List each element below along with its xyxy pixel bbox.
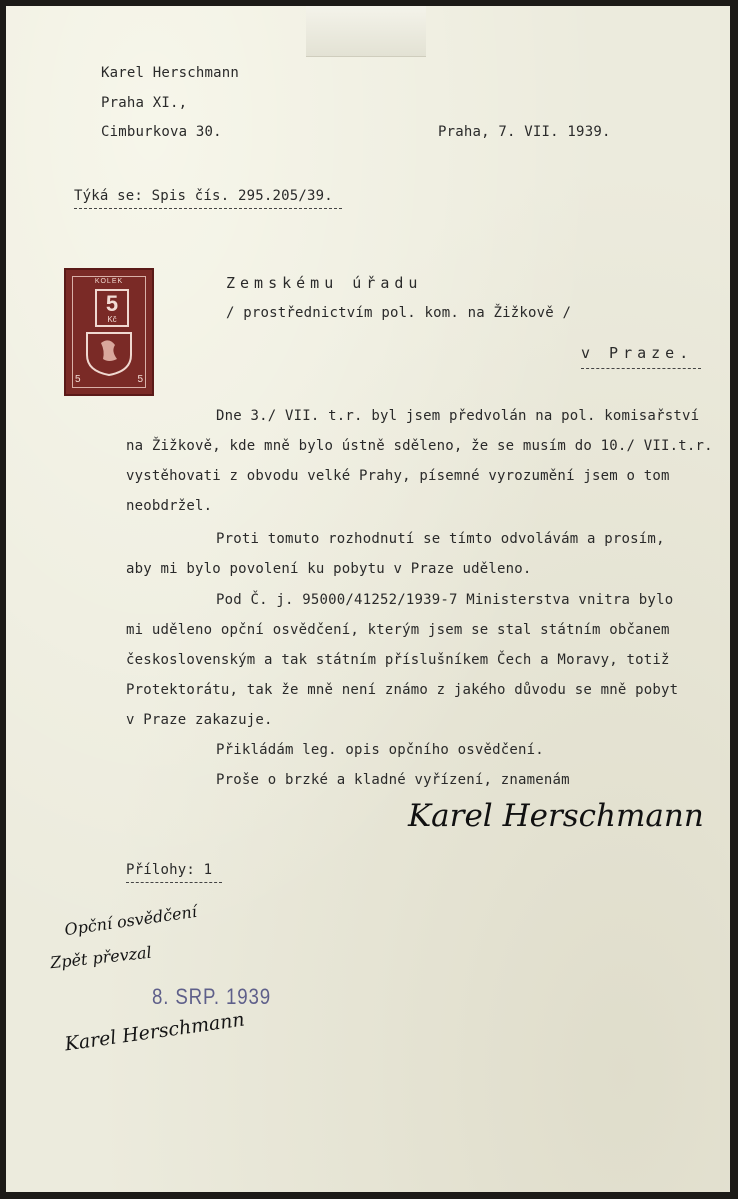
body-p2-line1: Proti tomuto rozhodnutí se tímto odvolávám a prosím,	[216, 531, 665, 547]
stamp-corner-left: 5	[75, 374, 81, 385]
reference-line: Týká se: Spis čís. 295.205/39.	[74, 188, 333, 204]
signature: Karel Herschmann	[408, 798, 704, 834]
recipient-city: v Praze.	[581, 344, 694, 362]
body-p3-line5: v Praze zakazuje.	[126, 712, 273, 728]
recipient-via: / prostřednictvím pol. kom. na Žižkově /	[226, 305, 572, 321]
attachments-label: Přílohy: 1	[126, 862, 213, 878]
handwritten-note-line1: Opční osvědčení	[63, 901, 198, 940]
attachments-underline	[126, 882, 222, 883]
body-p3-line3: československým a tak státním příslušníkem Čech a Moravy, totiž	[126, 652, 670, 668]
body-p2-line2: aby mi bylo povolení ku pobytu v Praze uděleno.	[126, 561, 532, 577]
handwritten-note-line2: Zpět převzal	[49, 942, 153, 973]
stamp-word: KOLEK	[94, 278, 124, 285]
body-p5: Proše o brzké a kladné vyřízení, znamenám	[216, 772, 570, 788]
body-p1-line3: vystěhovati z obvodu velké Prahy, písemné vyrozumění jsem o tom	[126, 468, 670, 484]
sender-name: Karel Herschmann	[101, 65, 240, 81]
reference-underline	[74, 208, 342, 209]
stamp-frame	[72, 276, 146, 388]
body-p3-line1: Pod Č. j. 95000/41252/1939-7 Ministerstva vnitra bylo	[216, 592, 674, 608]
revenue-stamp	[64, 268, 154, 396]
handwritten-signature: Karel Herschmann	[63, 1008, 246, 1056]
stamp-currency: Kč	[107, 315, 117, 324]
body-p1-line2: na Žižkově, kde mně bylo ústně sděleno, že se musím do 10./ VII.t.r.	[126, 438, 713, 454]
coat-of-arms-icon	[81, 329, 137, 377]
recipient-city-underline	[581, 368, 701, 369]
recipient-office: Zemskému úřadu	[226, 274, 423, 292]
letter-page	[6, 6, 730, 1192]
body-p3-line4: Protektorátu, tak že mně není známo z jakého důvodu se mně pobyt	[126, 682, 679, 698]
body-p3-line2: mi uděleno opční osvědčení, kterým jsem se stal státním občanem	[126, 622, 670, 638]
stamp-corner-right: 5	[137, 374, 143, 385]
body-p4: Přikládám leg. opis opčního osvědčení.	[216, 742, 544, 758]
stamp-value: 5	[95, 289, 129, 327]
body-p1-line1: Dne 3./ VII. t.r. byl jsem předvolán na pol. komisařství	[216, 408, 700, 424]
body-p1-line4: neobdržel.	[126, 498, 213, 514]
received-date-stamp: 8. SRP. 1939	[152, 984, 272, 1009]
folded-corner	[306, 6, 426, 57]
sender-street: Cimburkova 30.	[101, 124, 222, 140]
place-date: Praha, 7. VII. 1939.	[438, 124, 611, 140]
sender-city: Praha XI.,	[101, 95, 188, 111]
